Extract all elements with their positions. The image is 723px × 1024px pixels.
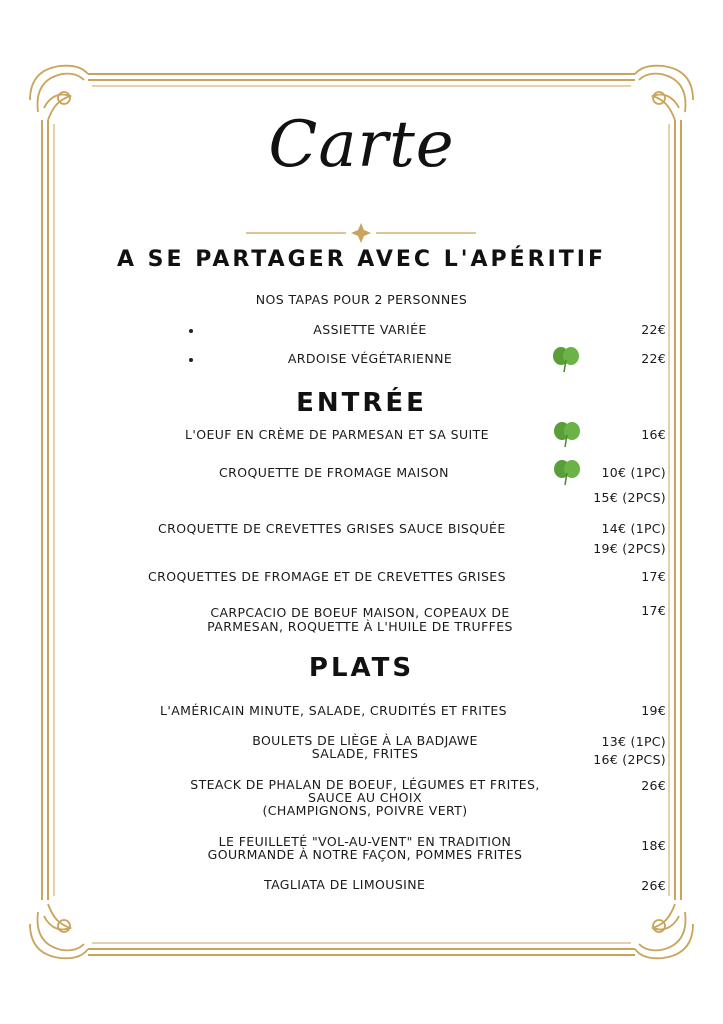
plats-item-price-secondary: 16€ (2PCS)	[593, 752, 666, 767]
plats-item-price: 19€	[641, 703, 666, 718]
entree-item-price-secondary: 19€ (2PCS)	[593, 541, 666, 556]
aperitif-item-name: ASSIETTE VARIÉE	[313, 322, 427, 337]
entree-item-name: L'OEUF EN CRÈME DE PARMESAN ET SA SUITE	[185, 427, 489, 442]
star-icon	[351, 223, 371, 243]
entree-item-name-line: CARPCACIO DE BOEUF MAISON, COPEAUX DE	[210, 605, 510, 620]
aperitif-item-price: 22€	[641, 351, 666, 366]
menu-title: Carte	[268, 108, 455, 182]
leaf-icon	[551, 344, 581, 374]
plats-item-price: 13€ (1PC)	[601, 734, 666, 749]
plats-item-name: TAGLIATA DE LIMOUSINE	[264, 877, 426, 892]
plats-item-name-line: LE FEUILLETÉ "VOL-AU-VENT" EN TRADITION	[218, 834, 512, 849]
plats-item-name-line: (CHAMPIGNONS, POIVRE VERT)	[262, 803, 468, 818]
plats-item-name-line: GOURMANDE À NOTRE FAÇON, POMMES FRITES	[207, 847, 523, 862]
plats-item-name-line: SALADE, FRITES	[311, 746, 419, 761]
plats-item-price: 26€	[641, 778, 666, 793]
entree-item-name	[150, 606, 570, 634]
aperitif-item-name: ARDOISE VÉGÉTARIENNE	[287, 351, 453, 366]
entree-item-price: 17€	[641, 569, 666, 584]
section-heading-entree: ENTRÉE	[296, 388, 427, 418]
entree-item-price: 10€ (1PC)	[601, 465, 666, 480]
plats-item-name	[150, 835, 580, 861]
plats-item-price: 18€	[641, 838, 666, 853]
plats-item-name: L'AMÉRICAIN MINUTE, SALADE, CRUDITÉS ET FRITES	[160, 703, 507, 718]
entree-item-price: 16€	[641, 427, 666, 442]
leaf-icon	[552, 419, 582, 449]
plats-item-name-line: STEACK DE PHALAN DE BOEUF, LÉGUMES ET FRITES,	[190, 777, 540, 792]
entree-item-name: CROQUETTES DE FROMAGE ET DE CREVETTES GRISES	[148, 569, 506, 584]
plats-item-name-line: SAUCE AU CHOIX	[308, 790, 422, 805]
entree-item-price: 14€ (1PC)	[601, 521, 666, 536]
plats-item-name-line: BOULETS DE LIÈGE À LA BADJAWE	[252, 733, 478, 748]
section-heading-plats: PLATS	[308, 653, 415, 683]
bullet-point	[189, 358, 193, 362]
entree-item-price: 17€	[641, 603, 666, 618]
section-heading-aperitif: A SE PARTAGER AVEC L'APÉRITIF	[117, 247, 606, 272]
aperitif-subtitle: NOS TAPAS POUR 2 PERSONNES	[255, 292, 468, 307]
entree-item-name: CROQUETTE DE FROMAGE MAISON	[219, 465, 449, 480]
plats-item-price: 26€	[641, 878, 666, 893]
aperitif-item-price: 22€	[641, 322, 666, 337]
entree-item-price-secondary: 15€ (2PCS)	[593, 490, 666, 505]
entree-item-name: CROQUETTE DE CREVETTES GRISES SAUCE BISQUÉE	[158, 521, 506, 536]
plats-item-name	[200, 734, 530, 760]
entree-item-name-line: PARMESAN, ROQUETTE À L'HUILE DE TRUFFES	[207, 619, 513, 634]
plats-item-name	[150, 778, 580, 817]
title-divider	[246, 223, 476, 243]
bullet-point	[189, 329, 193, 333]
